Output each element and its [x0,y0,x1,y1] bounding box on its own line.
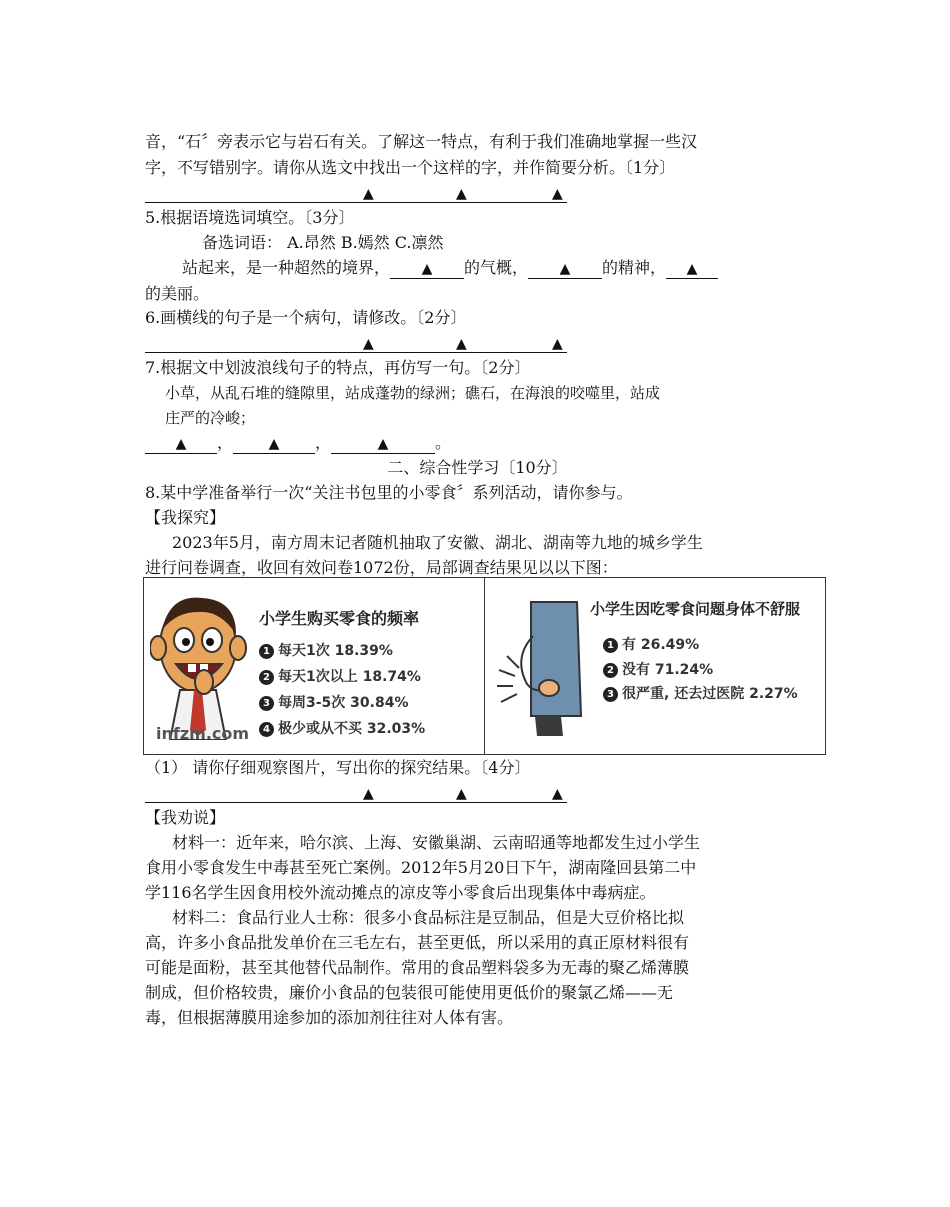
q7-answer-row: ▲ ， ▲ ， ▲ 。 [145,431,810,455]
persuade-heading: 【我劝说】 [145,808,226,827]
imitate-blank-1[interactable]: ▲ [145,434,217,454]
text-line: 可能是面粉，甚至其他替代品制作。常用的食品塑料袋多为无毒的聚乙烯薄膜 [145,958,690,977]
fill-blank-2[interactable]: ▲ [528,259,602,279]
text-line: 的美丽。 [145,284,210,303]
word-options: 备选词语： A.昂然 B.嫣然 C.凛然 [202,233,444,252]
text-line: 字，不写错别字。请你从选文中找出一个这样的字，并作简要分析。〔1分〕 [145,158,676,177]
imitate-blank-3[interactable]: ▲ [331,434,435,454]
fill-blank-3[interactable]: ▲ [666,259,718,279]
q5-sentence: 站起来，是一种超然的境界， ▲ 的气概， ▲ 的精神， ▲ [182,256,847,280]
question-5: 5.根据语境选词填空。〔3分〕 [145,208,355,227]
stat-item: 3 每周3-5次 30.84% [259,692,408,712]
text-line: 材料一：近年来，哈尔滨、上海、安徽巢湖、云南昭通等地都发生过小学生 [172,833,701,852]
cartoon-boy-icon [150,590,250,740]
answer-line-q8-1[interactable]: ▲ ▲ ▲ [145,780,567,803]
stat-item: 2 每天1次以上 18.74% [259,666,421,686]
text-line: 2023年5月，南方周末记者随机抽取了安徽、湖北、湖南等九地的城乡学生 [172,533,703,552]
text-line: 进行问卷调查，收回有效问卷1072份，局部调查结果见以以下图： [145,558,618,577]
stat-item: 1 每天1次 18.39% [259,640,393,660]
question-8: 8.某中学准备举行一次“关注书包里的小零食〞系列活动，请你参与。 [145,483,633,502]
answer-line-q4[interactable]: ▲ ▲ ▲ [145,180,567,203]
section-title: 二、综合性学习〔10分〕 [387,458,568,477]
source-brand: infzm.com [156,724,250,743]
text-line: 音，“石〞旁表示它与岩石有关。了解这一特点，有利于我们准确地掌握一些汉 [145,132,698,151]
stat-item: 2 没有 71.24% [603,659,713,679]
question-7: 7.根据文中划波浪线句子的特点，再仿写一句。〔2分〕 [145,358,531,377]
stat-item: 1 有 26.49% [603,634,699,654]
q7-example: 小草，从乱石堆的缝隙里，站成蓬勃的绿洲；礁石，在海浪的咬噬里，站成 [165,384,661,402]
panel-title: 小学生购买零食的频率 [259,609,420,628]
stomach-ache-icon [491,596,587,746]
text-line: 食用小零食发生中毒甚至死亡案例。2012年5月20日下午，湖南隆回县第二中 [145,858,697,877]
survey-figure [143,577,826,755]
text-line: 毒，但根据薄膜用途参加的添加剂往往对人体有害。 [145,1008,514,1027]
discomfort-panel [485,578,825,754]
question-6: 6.画横线的句子是一个病句，请修改。〔2分〕 [145,308,467,327]
answer-line-q6[interactable]: ▲ ▲ ▲ [145,330,567,353]
text-line: 材料二：食品行业人士称：很多小食品标注是豆制品，但是大豆价格比拟 [172,908,685,927]
text-line: 高，许多小食品批发单价在三毛左右，甚至更低，所以采用的真正原材料很有 [145,933,690,952]
panel-title: 小学生因吃零食问题身体不舒服 [590,600,801,618]
fill-blank-1[interactable]: ▲ [390,259,464,279]
snack-frequency-panel [144,578,485,754]
explore-heading: 【我探究】 [145,508,226,527]
imitate-blank-2[interactable]: ▲ [233,434,315,454]
stat-item: 4 极少或从不买 32.03% [259,718,425,738]
question-8-1: （1） 请你仔细观察图片，写出你的探究结果。〔4分〕 [145,758,531,777]
stat-item: 3 很严重, 还去过医院 2.27% [603,683,798,703]
q7-example: 庄严的冷峻； [165,409,256,427]
text-line: 制成，但价格较贵，廉价小食品的包装很可能使用更低价的聚氯乙烯——无 [145,983,674,1002]
text-line: 学116名学生因食用校外流动摊点的凉皮等小零食后出现集体中毒病症。 [145,883,656,902]
